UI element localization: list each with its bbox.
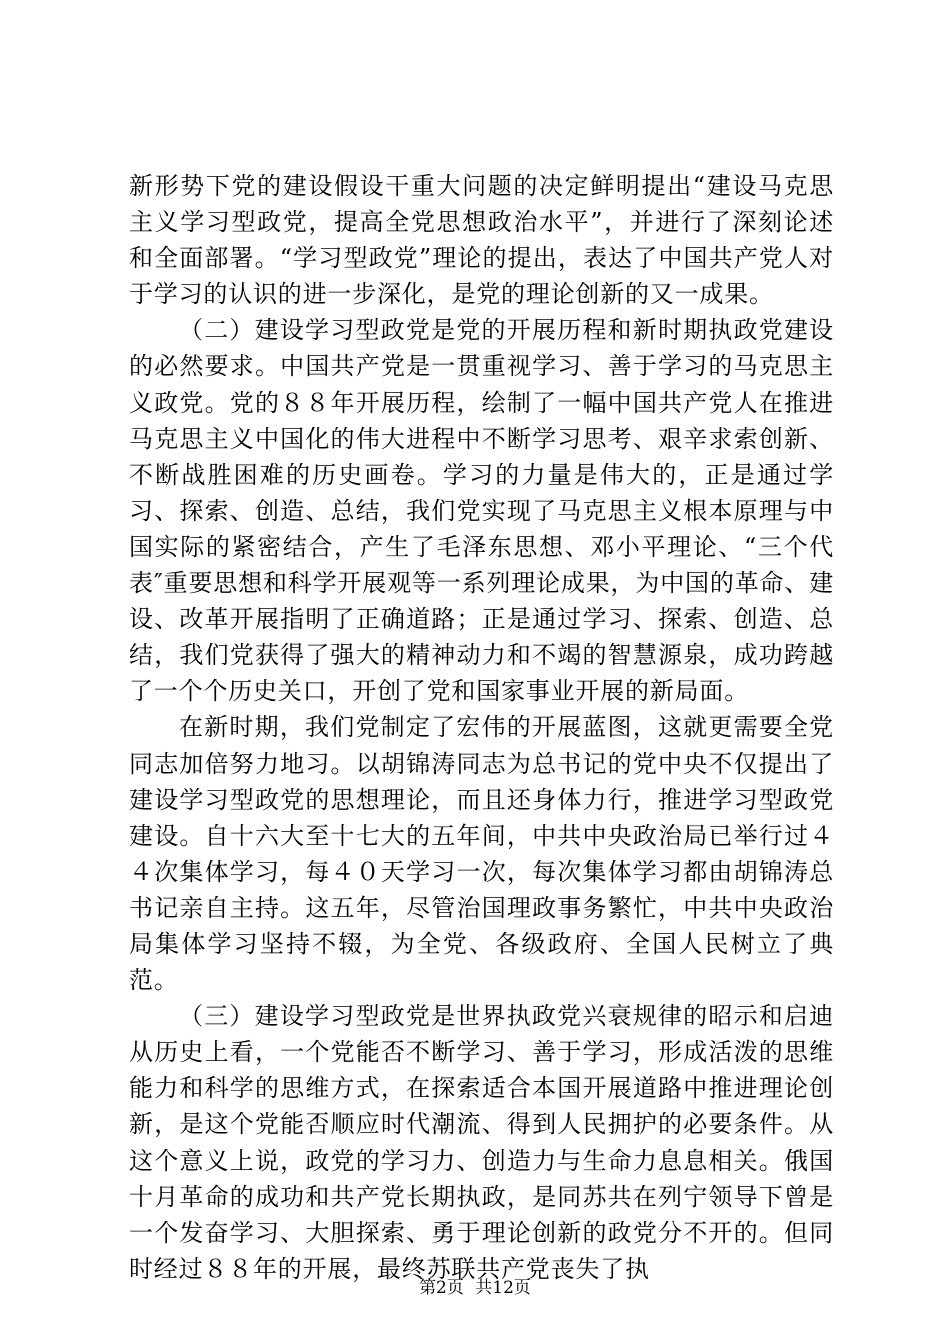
page-total: 共12页 (475, 1278, 531, 1298)
page-footer (0, 1273, 950, 1298)
paragraph-2: （二）建设学习型政党是党的开展历程和新时期执政党建设的必然要求。中国共产党是一贯重视学习、善于学习的马克思主义政党。党的８８年开展历程，绘制了一幅中国共产党人在推进马克思主义中国化的伟大进程中不断学习思考、艰辛求索创新、不断战胜困难的历史画卷。学习的力量是伟大的，正是通过学习、探索、创造、总结，我们党实现了马克思主义根本原理与中国实际的紧密结合，产生了毛泽东思想、邓小平理论、“三个代表″重要思想和科学开展观等一系列理论成果，为中国的革命、建设、改革开展指明了正确道路；正是通过学习、探索、创造、总结，我们党获得了强大的精神动力和不竭的智慧源泉，成功跨越了一个个历史关口，开创了党和国家事业开展的新局面。 (129, 316, 834, 706)
paragraph-3: 在新时期，我们党制定了宏伟的开展蓝图，这就更需要全党同志加倍努力地习。以胡锦涛同志为总书记的党中央不仅提出了建设学习型政党的思想理论，而且还身体力行，推进学习型政党建设。自十六大至十七大的五年间，中共中央政治局已举行过４４次集体学习，每４０天学习一次，每次集体学习都由胡锦涛总书记亲自主持。这五年，尽管治国理政事务繁忙，中共中央政治局集体学习坚持不辍，为全党、各级政府、全国人民树立了典范。 (129, 713, 834, 995)
paragraph-4: （三）建设学习型政党是世界执政党兴衰规律的昭示和启迪从历史上看，一个党能否不断学习、善于学习，形成活泼的思维能力和科学的思维方式，在探索适合本国开展道路中推进理论创新，是这个党能否顺应时代潮流、得到人民拥护的必要条件。从这个意义上说，政党的学习力、创造力与生命力息息相关。俄国十月革命的成功和共产党长期执政，是同苏共在列宁领导下曾是一个发奋学习、大胆探索、勇于理论创新的政党分不开的。但同时经过８８年的开展，最终苏联共产党丧失了执 (129, 1002, 834, 1283)
document-body (129, 168, 834, 1287)
paragraph-1: 新形势下党的建设假设干重大问题的决定鲜明提出“建设马克思主义学习型政党，提高全党思想政治水平”，并进行了深刻论述和全面部署。“学习型政党”理论的提出，表达了中国共产党人对于学习的认识的进一步深化，是党的理论创新的又一成果。 (129, 172, 834, 309)
page-number: 第2页 (419, 1278, 464, 1298)
